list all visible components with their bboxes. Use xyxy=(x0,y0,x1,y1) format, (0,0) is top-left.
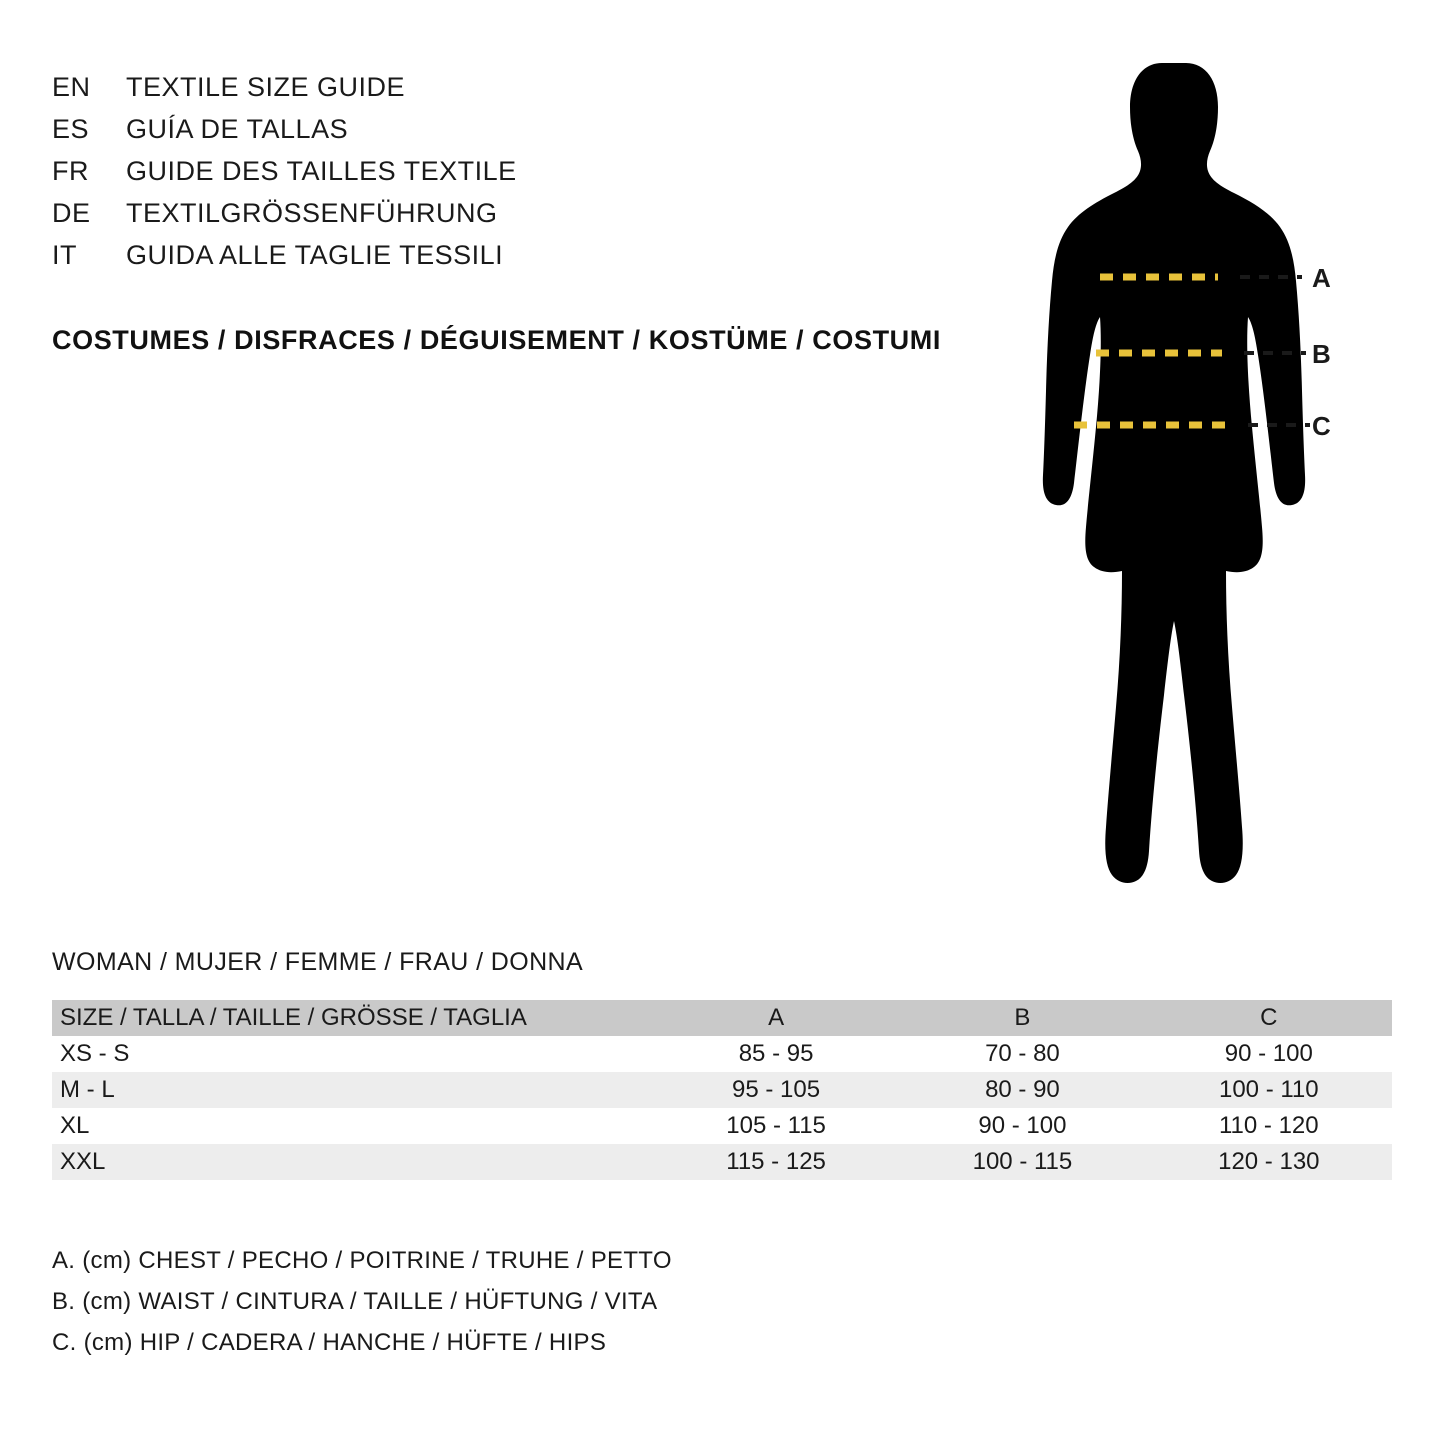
table-body xyxy=(52,1036,1392,1180)
language-row-es xyxy=(52,114,1012,156)
legend-line-a: A. (cm) CHEST / PECHO / POITRINE / TRUHE / PETTO xyxy=(52,1247,672,1274)
cell-b: 70 - 80 xyxy=(985,1040,1060,1067)
language-row-en xyxy=(52,72,1012,114)
language-code: ES xyxy=(52,114,90,144)
column-header-c: C xyxy=(1260,1004,1278,1031)
column-header-size: SIZE / TALLA / TAILLE / GRÖSSE / TAGLIA xyxy=(60,1004,527,1031)
table-header xyxy=(52,1000,1392,1036)
cell-c: 110 - 120 xyxy=(1218,1112,1319,1139)
silhouette-icon xyxy=(1010,55,1410,895)
legend-line-c: C. (cm) HIP / CADERA / HANCHE / HÜFTE / HIPS xyxy=(52,1329,607,1356)
cell-size: XL xyxy=(60,1112,90,1139)
marker-label-c: C xyxy=(1312,411,1331,441)
marker-label-a: A xyxy=(1312,263,1331,293)
cell-c: 100 - 110 xyxy=(1218,1076,1319,1103)
measurement-legend xyxy=(52,1240,672,1363)
table-row xyxy=(52,1036,1392,1072)
language-code: FR xyxy=(52,156,89,186)
table-header-row xyxy=(52,1000,1392,1036)
language-code: IT xyxy=(52,240,77,270)
language-code: EN xyxy=(52,72,91,102)
table-section-title: WOMAN / MUJER / FEMME / FRAU / DONNA xyxy=(52,948,584,976)
language-title: GUÍA DE TALLAS xyxy=(126,114,349,144)
language-title: GUIDA ALLE TAGLIE TESSILI xyxy=(126,240,504,270)
legend-line-b: B. (cm) WAIST / CINTURA / TAILLE / HÜFTUNG / VITA xyxy=(52,1288,658,1315)
language-title: TEXTILE SIZE GUIDE xyxy=(126,72,406,102)
cell-a: 115 - 125 xyxy=(726,1148,826,1175)
table-row xyxy=(52,1144,1392,1180)
cell-size: XXL xyxy=(60,1148,106,1175)
cell-b: 90 - 100 xyxy=(978,1112,1067,1139)
cell-a: 85 - 95 xyxy=(738,1040,814,1067)
marker-label-b: B xyxy=(1312,339,1331,369)
language-header-list xyxy=(52,72,1012,282)
language-row-fr xyxy=(52,156,1012,198)
language-code: DE xyxy=(52,198,91,228)
language-row-it xyxy=(52,240,1012,282)
cell-b: 100 - 115 xyxy=(972,1148,1073,1175)
cell-c: 120 - 130 xyxy=(1218,1148,1320,1175)
cell-size: XS - S xyxy=(60,1040,130,1067)
language-title: GUIDE DES TAILLES TEXTILE xyxy=(126,156,517,186)
table-row xyxy=(52,1072,1392,1108)
language-row-de xyxy=(52,198,1012,240)
language-title: TEXTILGRÖSSENFÜHRUNG xyxy=(126,198,498,228)
table-row xyxy=(52,1108,1392,1144)
column-header-b: B xyxy=(1014,1004,1031,1031)
cell-c: 90 - 100 xyxy=(1224,1040,1313,1067)
woman-silhouette-figure xyxy=(1010,55,1410,895)
column-header-a: A xyxy=(768,1004,785,1031)
category-heading: COSTUMES / DISFRACES / DÉGUISEMENT / KOSTÜME / COSTUMI xyxy=(52,325,941,355)
size-chart-table xyxy=(52,1000,1392,1180)
cell-a: 95 - 105 xyxy=(732,1076,821,1103)
cell-b: 80 - 90 xyxy=(985,1076,1060,1103)
cell-a: 105 - 115 xyxy=(726,1112,826,1139)
cell-size: M - L xyxy=(60,1076,115,1103)
